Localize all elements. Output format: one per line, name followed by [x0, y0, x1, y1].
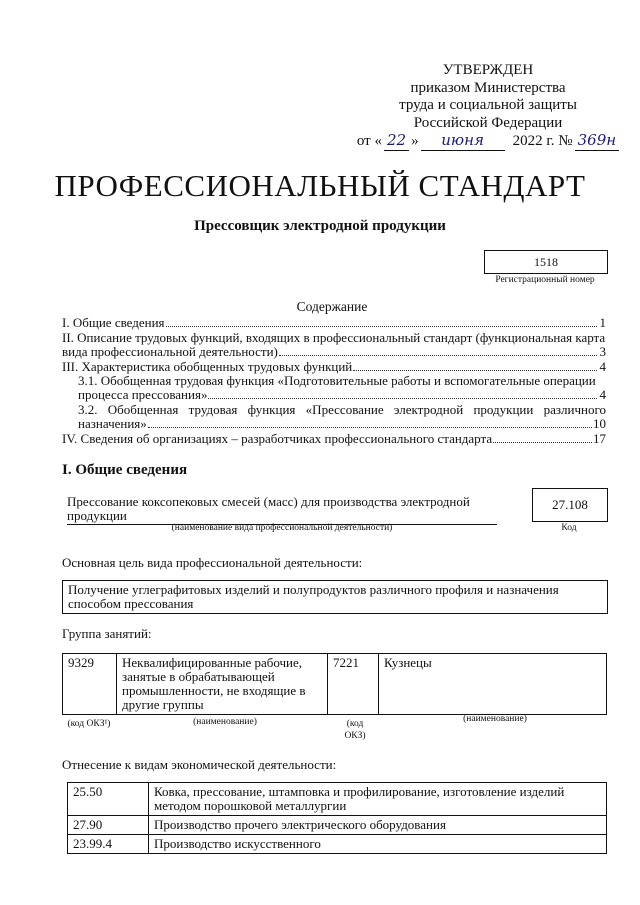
okved-name: Производство искусственного	[149, 835, 607, 854]
occupation-caption: (код ОКЗ)	[344, 719, 366, 741]
approval-title: УТВЕРЖДЕН	[442, 62, 534, 78]
toc-item[interactable]: II. Описание трудовых функций, входящих в профессиональный стандарт (функциональная карта вида профессиональной деятельности) 3	[62, 330, 606, 359]
order-number: 369н	[575, 132, 620, 151]
toc-item[interactable]: 3.1. Обобщенная трудовая функция «Подготовительные работы и вспомогательные операции процесса прессования» 4	[78, 373, 606, 402]
activity-name: Прессование коксопековых смесей (масс) для производства электродной продукции	[67, 495, 497, 525]
standard-name: Прессовщик электродной продукции	[194, 218, 446, 234]
toc-item[interactable]: 3.2. Обобщенная трудовая функция «Прессование электродной продукции различного назначения» 10	[78, 402, 606, 431]
approval-date	[356, 131, 617, 151]
approval-line: Российской Федерации	[413, 114, 563, 131]
okved-code: 25.50	[68, 783, 149, 816]
table-row	[68, 816, 607, 835]
occupation-table	[62, 653, 607, 715]
toc-item[interactable]: I. Общие сведения 1	[62, 315, 606, 330]
okved-name: Производство прочего электрического оборудования	[149, 816, 607, 835]
toc-item[interactable]: III. Характеристика обобщенных трудовых функций 4	[62, 359, 606, 374]
registration-number: 1518	[484, 250, 608, 274]
date-mid: »	[411, 133, 419, 149]
approval-block	[356, 62, 617, 151]
table-row	[68, 783, 607, 816]
occupation-code: 7221	[328, 654, 379, 715]
registration-label: Регистрационный номер	[495, 275, 595, 285]
occupation-caption: (наименование)	[193, 717, 257, 727]
okved-code: 23.99.4	[68, 835, 149, 854]
okved-table	[67, 782, 607, 854]
code-label: Код	[561, 523, 577, 533]
section-heading: I. Общие сведения	[62, 462, 188, 478]
activity-code: 27.108	[532, 488, 608, 522]
occupation-code: 9329	[63, 654, 117, 715]
okved-code: 27.90	[68, 816, 149, 835]
goal-text: Получение углеграфитовых изделий и полупродуктов различного профиля и назначения способом прессования	[62, 580, 608, 614]
table-row	[63, 654, 607, 715]
approval-line: труда и социальной защиты	[399, 97, 577, 113]
date-day: 22	[384, 132, 409, 151]
occupation-label: Группа занятий:	[62, 626, 152, 641]
approval-line: приказом Министерства	[410, 79, 566, 96]
toc-item[interactable]: IV. Сведения об организациях – разработчиках профессионального стандарта 17	[62, 431, 606, 446]
okved-name: Ковка, прессование, штамповка и профилирование, изготовление изделий методом порошковой металлургии	[149, 783, 607, 816]
date-month: июня	[421, 132, 505, 151]
activity-caption: (наименование вида профессиональной деятельности)	[171, 523, 393, 533]
occupation-caption: (код ОКЗ¹)	[67, 719, 111, 729]
contents-heading: Содержание	[296, 299, 368, 314]
date-year: 2022 г. №	[512, 133, 573, 149]
table-row	[68, 835, 607, 854]
occupation-name: Неквалифицированные рабочие, занятые в обрабатывающей промышленности, не входящие в другие группы	[117, 654, 328, 715]
okved-label: Отнесение к видам экономической деятельности:	[62, 757, 337, 772]
date-prefix: от «	[356, 133, 382, 149]
occupation-caption: (наименование)	[463, 714, 527, 724]
goal-label: Основная цель вида профессиональной деятельности:	[62, 555, 363, 570]
page-title: ПРОФЕССИОНАЛЬНЫЙ СТАНДАРТ	[54, 168, 586, 203]
occupation-name: Кузнецы	[379, 654, 607, 715]
